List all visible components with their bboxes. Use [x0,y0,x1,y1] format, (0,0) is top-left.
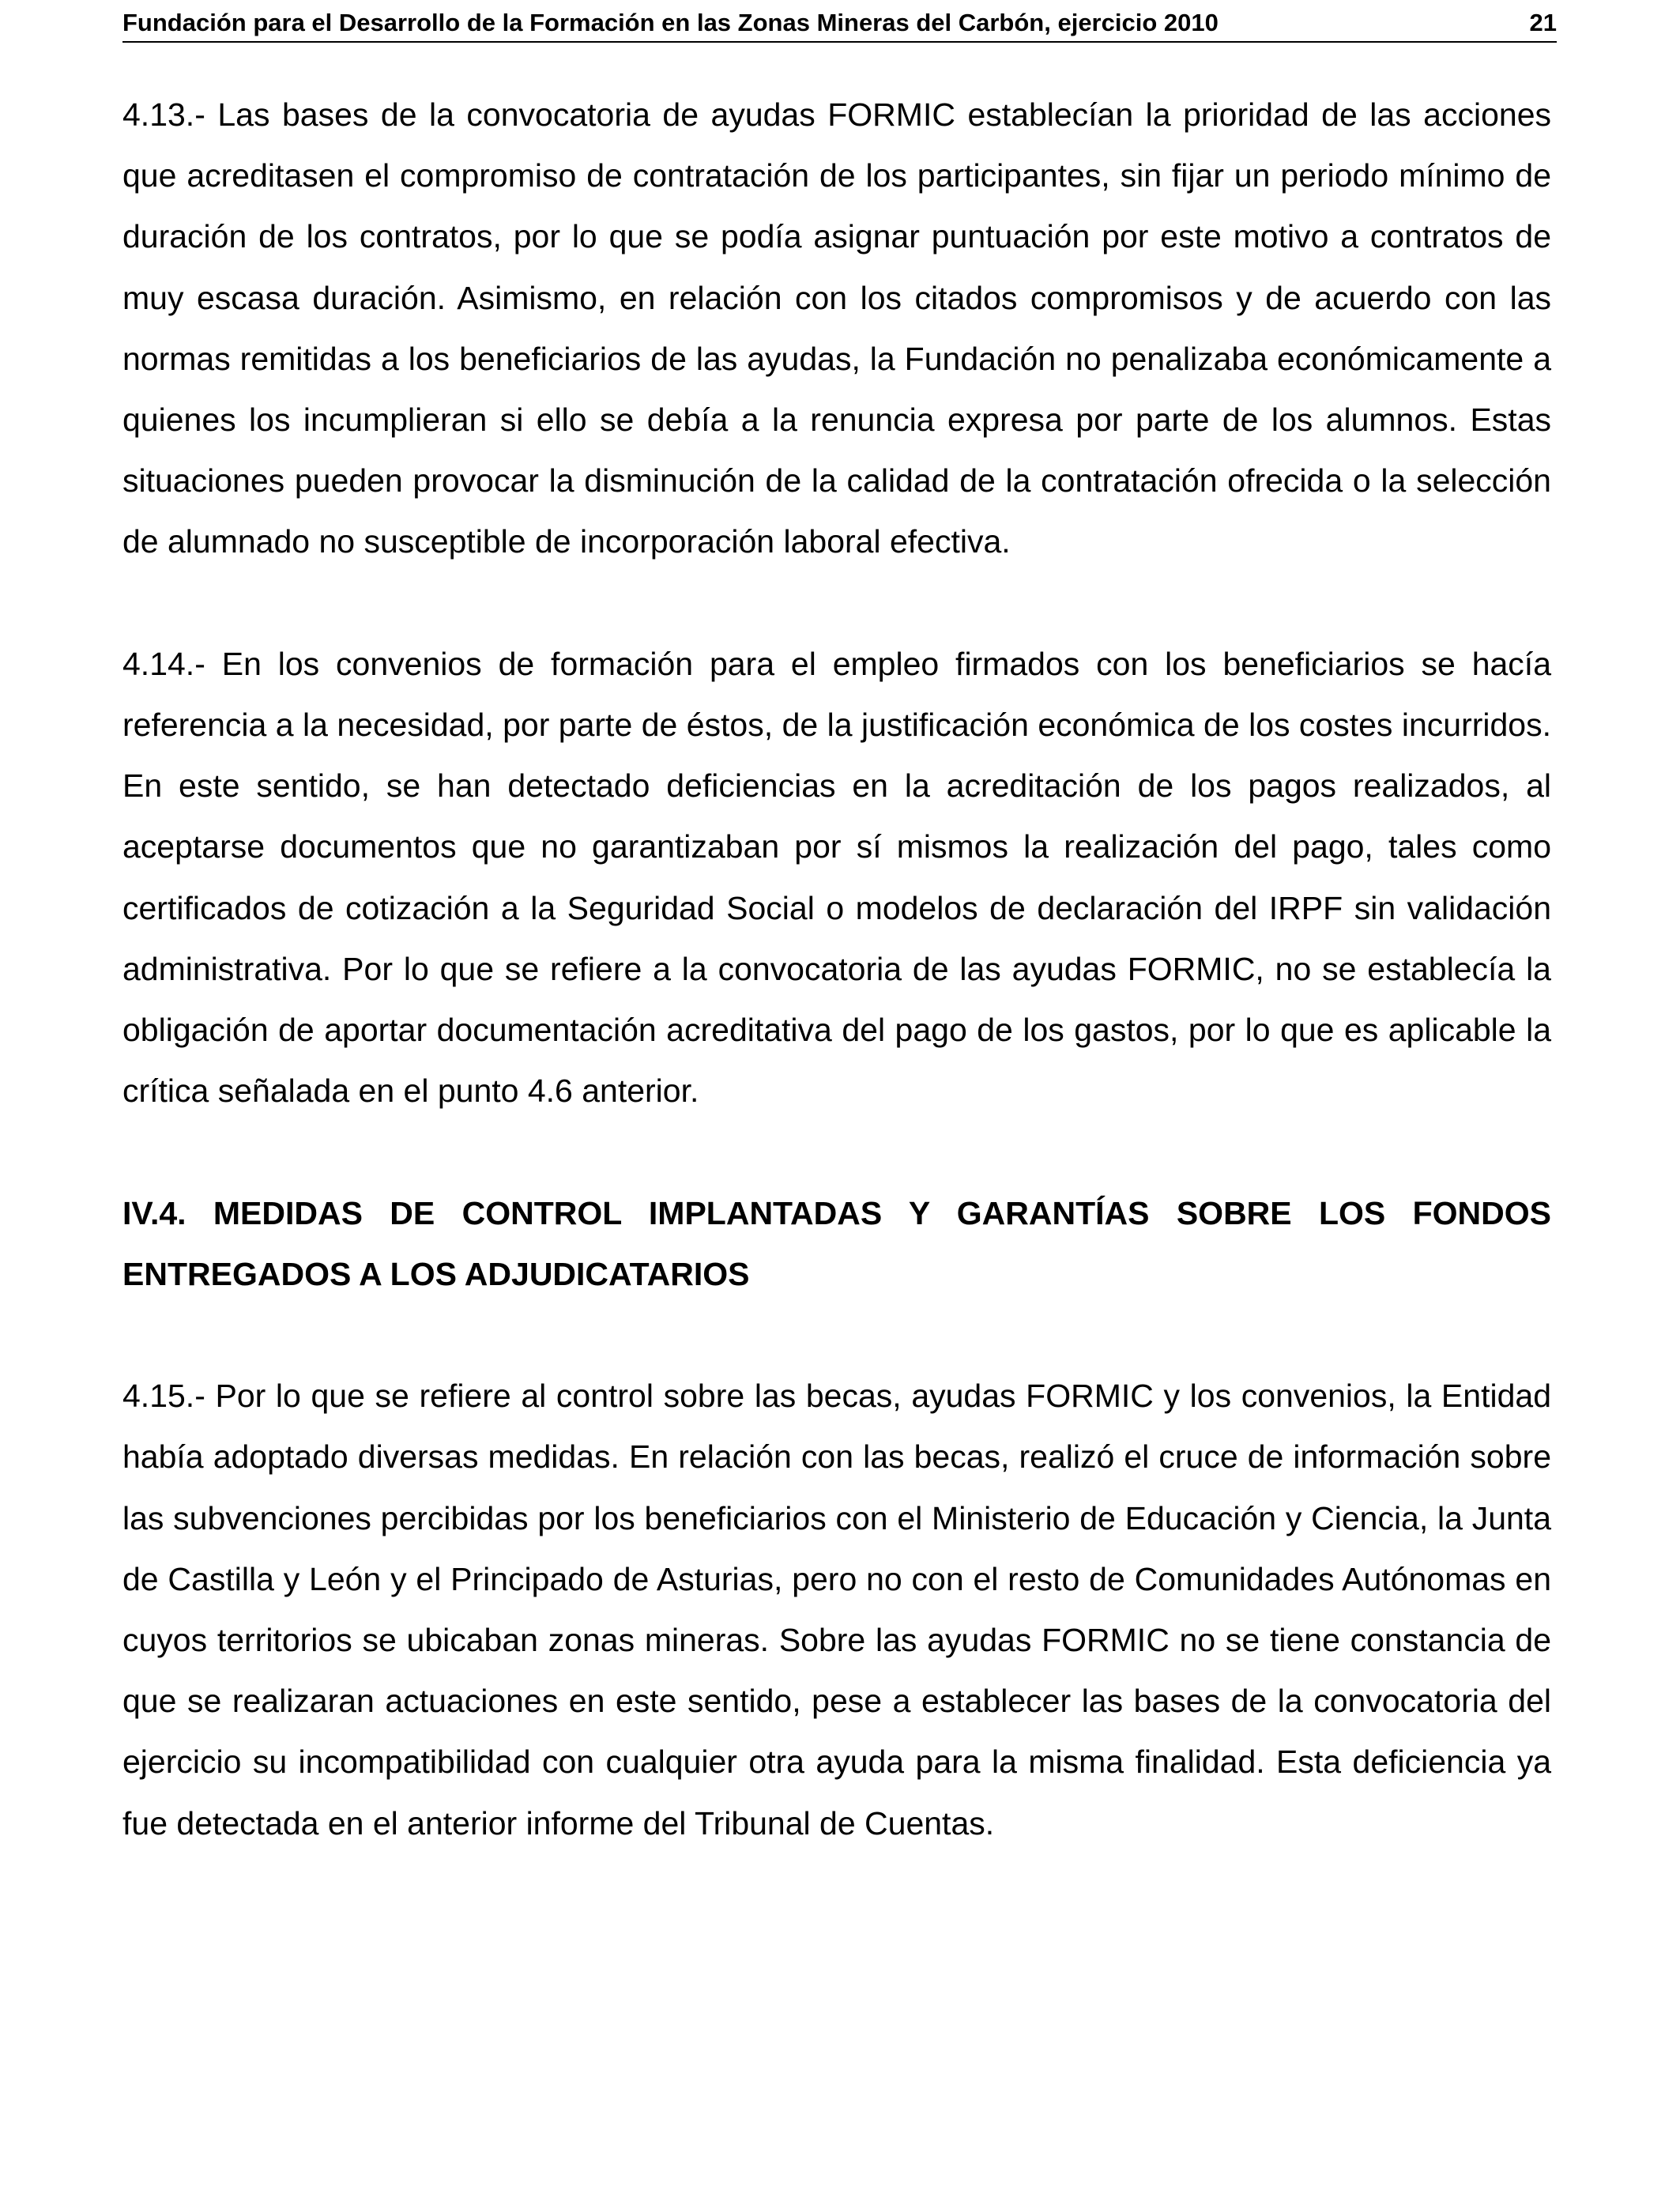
document-body [122,85,1551,1854]
header-title: Fundación para el Desarrollo de la Formación en las Zonas Mineras del Carbón, ejercicio 2010 [122,9,1219,36]
section-heading: IV.4. MEDIDAS DE CONTROL IMPLANTADAS Y GARANTÍAS SOBRE LOS FONDOS ENTREGADOS A LOS ADJUDICATARIOS [122,1194,1551,1292]
paragraph-4-15: 4.15.- Por lo que se refiere al control sobre las becas, ayudas FORMIC y los convenios, la Entidad había adoptado diversas medidas. En relación con las becas, realizó el cruce de información sobre las subvenciones percibidas por los beneficiarios con el Ministerio de Educación y Ciencia, la Junta de Castilla y León y el Principado de Asturias, pero no con el resto de Comunidades Autónomas en cuyos territorios se ubicaban zonas mineras. Sobre las ayudas FORMIC no se tiene constancia de que se realizaran actuaciones en este sentido, pese a establecer las bases de la convocatoria del ejercicio su incompatibilidad con cualquier otra ayuda para la misma finalidad. Esta deficiencia ya fue detectada en el anterior informe del Tribunal de Cuentas. [122,1378,1551,1842]
paragraph-4-13: 4.13.- Las bases de la convocatoria de ayudas FORMIC establecían la prioridad de las acciones que acreditasen el compromiso de contratación de los participantes, sin fijar un periodo mínimo de duración de los contratos, por lo que se podía asignar puntuación por este motivo a contratos de muy escasa duración. Asimismo, en relación con los citados compromisos y de acuerdo con las normas remitidas a los beneficiarios de las ayudas, la Fundación no penalizaba económicamente a quienes los incumplieran si ello se debía a la renuncia expresa por parte de los alumnos. Estas situaciones pueden provocar la disminución de la calidad de la contratación ofrecida o la selección de alumnado no susceptible de incorporación laboral efectiva. [122,96,1551,560]
page-number: 21 [1529,9,1557,36]
paragraph-4-14: 4.14.- En los convenios de formación para el empleo firmados con los beneficiarios se hacía referencia a la necesidad, por parte de éstos, de la justificación económica de los costes incurridos. En este sentido, se han detectado deficiencias en la acreditación de los pagos realizados, al aceptarse documentos que no garantizaban por sí mismos la realización del pago, tales como certificados de cotización a la Seguridad Social o modelos de declaración del IRPF sin validación administrativa. Por lo que se refiere a la convocatoria de las ayudas FORMIC, no se establecía la obligación de aportar documentación acreditativa del pago de los gastos, por lo que es aplicable la crítica señalada en el punto 4.6 anterior. [122,645,1551,1110]
running-header [122,6,1557,43]
